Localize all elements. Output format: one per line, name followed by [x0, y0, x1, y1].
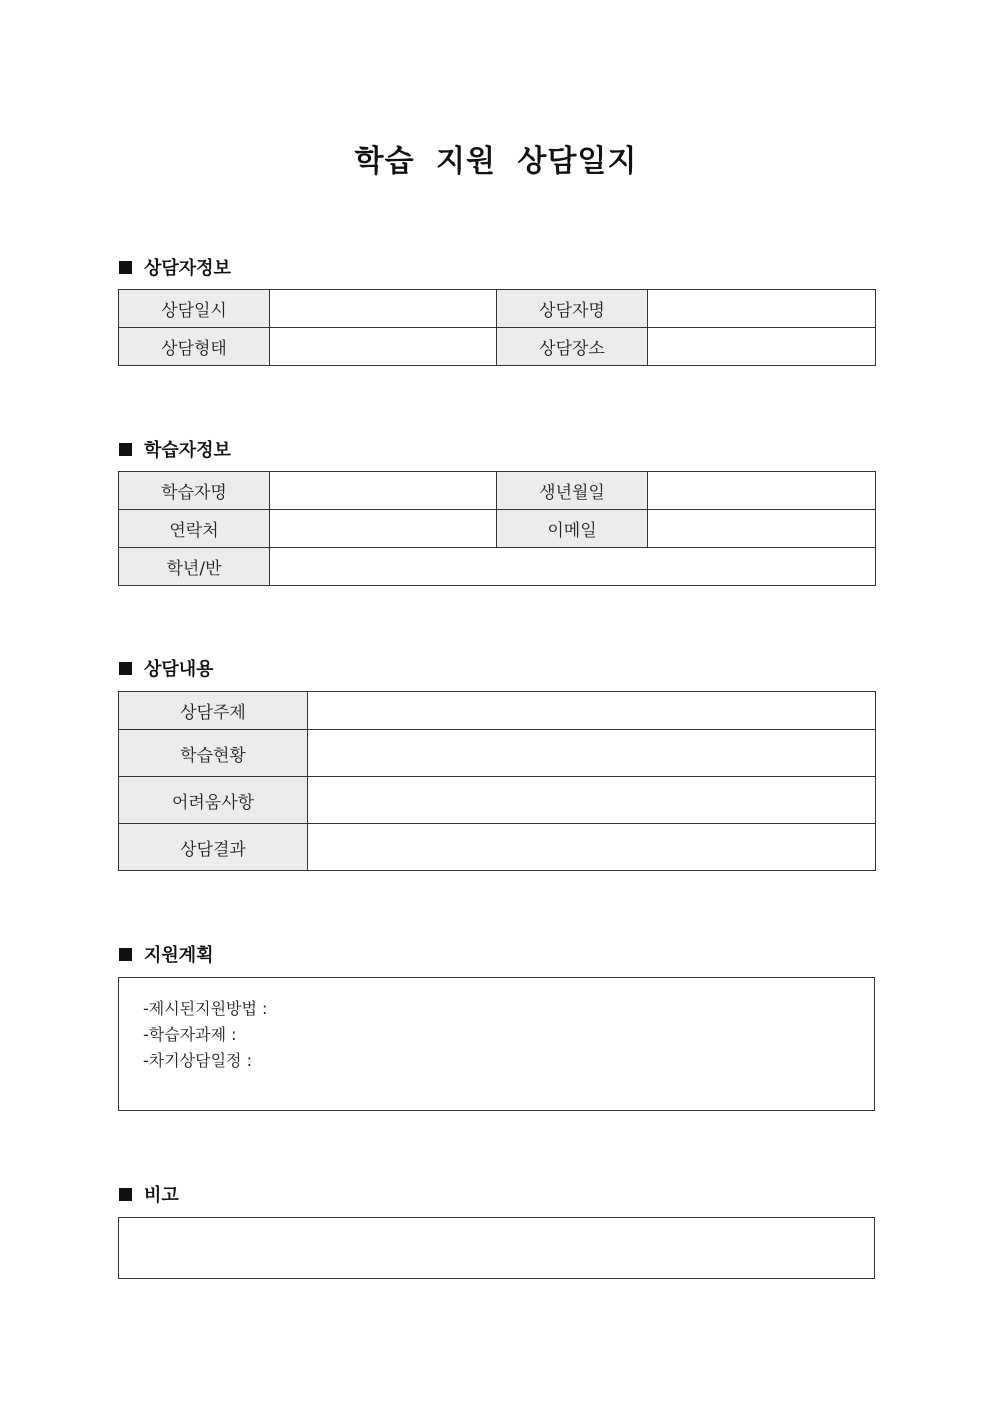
section-heading-label: 상담자정보: [144, 258, 231, 279]
label-learning-status: 학습현황: [119, 730, 308, 777]
square-bullet-icon: [119, 662, 132, 675]
table-row: [119, 548, 876, 586]
label-counselor-name: 상담자명: [497, 290, 648, 328]
table-row: [119, 328, 876, 366]
consult-result-field[interactable]: [308, 824, 876, 871]
learner-name-field[interactable]: [270, 472, 497, 510]
email-field[interactable]: [648, 510, 876, 548]
plan-line-assignment: -학습자과제 :: [143, 1025, 237, 1044]
label-consult-datetime: 상담일시: [119, 290, 270, 328]
counselor-info-table: [118, 289, 876, 366]
consult-topic-field[interactable]: [308, 692, 876, 730]
table-row: [119, 692, 876, 730]
table-row: [119, 510, 876, 548]
learner-info-table: [118, 471, 876, 586]
table-row: [119, 777, 876, 824]
learning-status-field[interactable]: [308, 730, 876, 777]
section-heading-learner: [119, 436, 231, 462]
consult-place-field[interactable]: [648, 328, 876, 366]
label-consult-topic: 상담주제: [119, 692, 308, 730]
table-row: [119, 290, 876, 328]
section-heading-label: 상담내용: [144, 659, 214, 680]
plan-line-next-schedule: -차기상담일정 :: [143, 1051, 252, 1070]
section-heading-remarks: [119, 1181, 179, 1207]
section-heading-label: 비고: [144, 1185, 179, 1206]
page-title: 학습 지원 상담일지: [354, 144, 638, 179]
label-consult-type: 상담형태: [119, 328, 270, 366]
label-consult-place: 상담장소: [497, 328, 648, 366]
table-row: [119, 472, 876, 510]
plan-line-method: -제시된지원방법 :: [143, 999, 268, 1018]
birthdate-field[interactable]: [648, 472, 876, 510]
table-row: [119, 730, 876, 777]
counselor-name-field[interactable]: [648, 290, 876, 328]
consult-datetime-field[interactable]: [270, 290, 497, 328]
section-heading-counselor: [119, 254, 231, 280]
label-contact: 연락처: [119, 510, 270, 548]
support-plan-box[interactable]: [118, 977, 875, 1111]
label-email: 이메일: [497, 510, 648, 548]
square-bullet-icon: [119, 443, 132, 456]
label-learner-name: 학습자명: [119, 472, 270, 510]
difficulties-field[interactable]: [308, 777, 876, 824]
table-row: [119, 824, 876, 871]
section-heading-label: 학습자정보: [144, 440, 231, 461]
consult-content-table: [118, 691, 876, 871]
consult-type-field[interactable]: [270, 328, 497, 366]
square-bullet-icon: [119, 261, 132, 274]
label-birthdate: 생년월일: [497, 472, 648, 510]
label-grade-class: 학년/반: [119, 548, 270, 586]
label-difficulties: 어려움사항: [119, 777, 308, 824]
section-heading-label: 지원계획: [144, 945, 214, 966]
section-heading-content: [119, 655, 214, 681]
label-consult-result: 상담결과: [119, 824, 308, 871]
square-bullet-icon: [119, 948, 132, 961]
remarks-box[interactable]: [118, 1217, 875, 1279]
grade-class-field[interactable]: [270, 548, 876, 586]
contact-field[interactable]: [270, 510, 497, 548]
section-heading-plan: [119, 941, 214, 967]
square-bullet-icon: [119, 1188, 132, 1201]
